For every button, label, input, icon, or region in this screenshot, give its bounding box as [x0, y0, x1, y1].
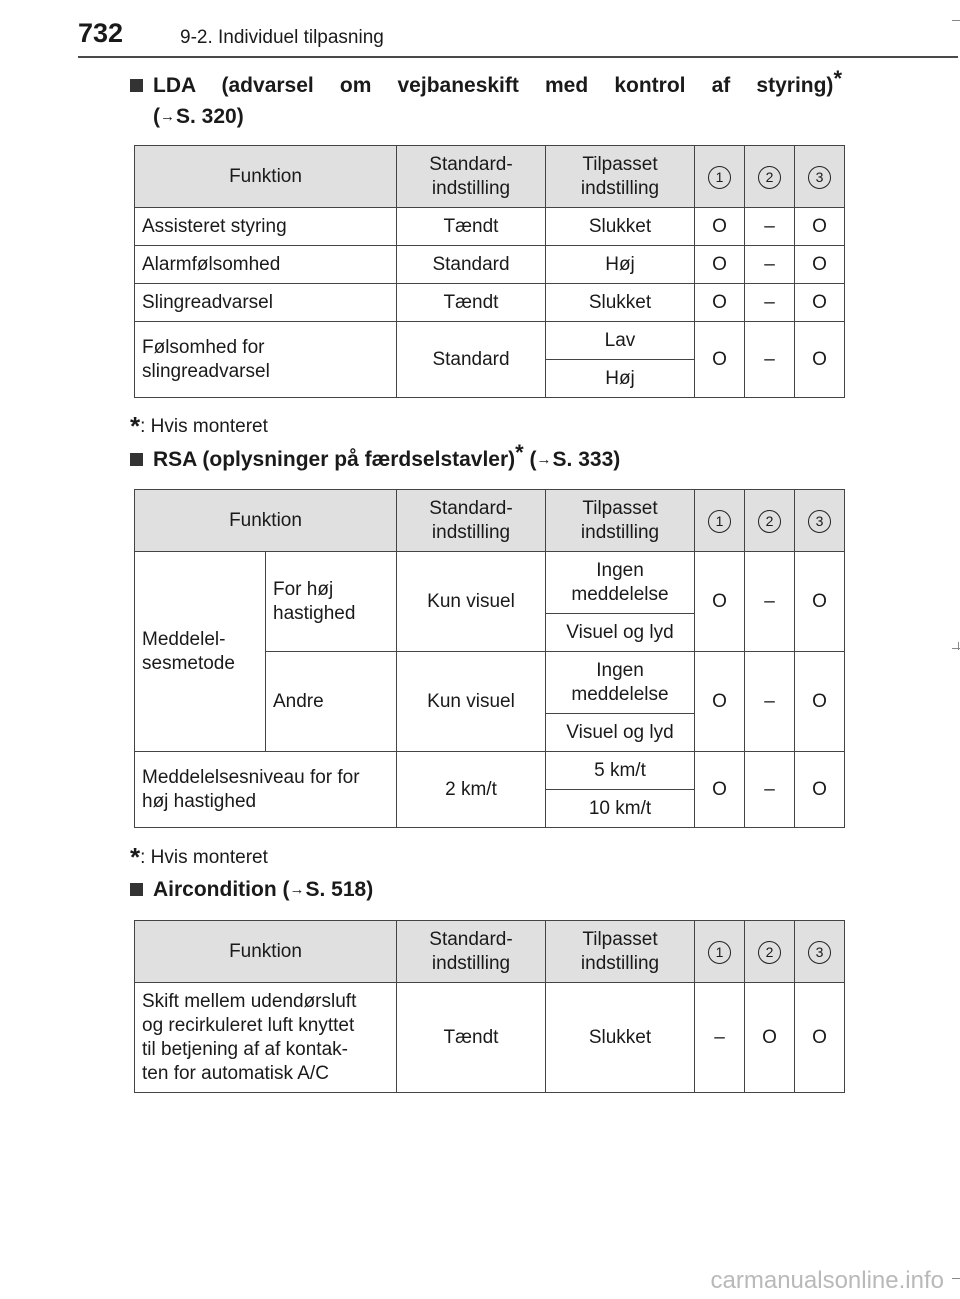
table-row — [135, 322, 845, 360]
standard-cell: 2 km/t — [397, 752, 546, 828]
column-header-function: Funktion — [135, 921, 397, 983]
heading-text: Aircondition — [153, 878, 277, 901]
circled-number-icon: 1 — [708, 941, 731, 964]
arrow-icon: → — [160, 108, 175, 125]
column-header-function: Funktion — [135, 146, 397, 208]
table-row — [135, 983, 845, 1093]
circled-number-icon: 2 — [758, 510, 781, 533]
arrow-icon: → — [289, 881, 305, 898]
mark-cell: O — [695, 246, 745, 284]
arrow-icon: → — [536, 451, 552, 468]
square-bullet-icon — [130, 883, 143, 896]
column-header-circle-3 — [795, 490, 845, 552]
table-row — [135, 246, 845, 284]
sub-function-cell: Andre — [266, 652, 397, 752]
function-cell: Slingreadvarsel — [135, 284, 397, 322]
mark-cell: O — [795, 208, 845, 246]
custom-cell: Ingen meddelelse — [546, 552, 695, 614]
crop-mark — [952, 20, 960, 21]
standard-cell: Tændt — [397, 284, 546, 322]
column-header-circle-1 — [695, 921, 745, 983]
table-row — [135, 284, 845, 322]
column-header-circle-2 — [745, 921, 795, 983]
table-row — [135, 208, 845, 246]
mark-cell: O — [795, 552, 845, 652]
function-cell: Alarmfølsomhed — [135, 246, 397, 284]
square-bullet-icon — [130, 79, 143, 92]
mark-cell: O — [795, 652, 845, 752]
header-rule — [78, 56, 958, 58]
standard-cell: Standard — [397, 322, 546, 398]
page-number: 732 — [78, 18, 124, 48]
mark-cell: O — [745, 983, 795, 1093]
mark-cell: O — [795, 322, 845, 398]
custom-cell: Høj — [546, 360, 695, 398]
custom-cell: Visuel og lyd — [546, 614, 695, 652]
section-heading-aircondition: Aircondition (→S. 518) — [130, 874, 842, 907]
column-header-function: Funktion — [135, 490, 397, 552]
rsa-settings-table — [134, 489, 845, 828]
heading-text: RSA (oplysninger på færdselstavler) — [153, 448, 516, 471]
section-heading-rsa: RSA (oplysninger på færdselstavler)* (→S. 333) — [130, 444, 842, 477]
circled-number-icon: 3 — [808, 941, 831, 964]
function-cell: Meddelel- sesmetode — [135, 552, 266, 752]
mark-cell: O — [695, 752, 745, 828]
mark-cell: – — [745, 246, 795, 284]
custom-cell: Visuel og lyd — [546, 714, 695, 752]
column-header-circle-2 — [745, 146, 795, 208]
table-row — [135, 752, 845, 790]
circled-number-icon: 1 — [708, 510, 731, 533]
function-cell: Assisteret styring — [135, 208, 397, 246]
sub-function-cell: For høj hastighed — [266, 552, 397, 652]
heading-text: LDA (advarsel om vejbaneskift med kontrol af styring) — [153, 74, 834, 97]
mark-cell: – — [745, 208, 795, 246]
mark-cell: O — [695, 652, 745, 752]
mark-cell: – — [745, 752, 795, 828]
column-header-circle-1 — [695, 490, 745, 552]
crop-mark — [952, 1278, 960, 1279]
aircondition-settings-table — [134, 920, 845, 1093]
mark-cell: O — [795, 983, 845, 1093]
footnote: *: Hvis monteret — [130, 842, 268, 872]
custom-cell: Ingen meddelelse — [546, 652, 695, 714]
circled-number-icon: 3 — [808, 166, 831, 189]
custom-cell: Slukket — [546, 208, 695, 246]
custom-cell: Høj — [546, 246, 695, 284]
custom-cell: 5 km/t — [546, 752, 695, 790]
function-cell: Meddelelsesniveau for for høj hastighed — [135, 752, 397, 828]
mark-cell: – — [695, 983, 745, 1093]
standard-cell: Standard — [397, 246, 546, 284]
table-row — [135, 552, 845, 614]
column-header-custom: Tilpasset indstilling — [546, 921, 695, 983]
mark-cell: – — [745, 322, 795, 398]
circled-number-icon: 1 — [708, 166, 731, 189]
column-header-circle-1 — [695, 146, 745, 208]
custom-cell: Slukket — [546, 983, 695, 1093]
page-reference: S. 333 — [552, 448, 614, 471]
standard-cell: Kun visuel — [397, 552, 546, 652]
column-header-standard: Standard- indstilling — [397, 146, 546, 208]
circled-number-icon: 2 — [758, 166, 781, 189]
circled-number-icon: 3 — [808, 510, 831, 533]
mark-cell: O — [795, 284, 845, 322]
column-header-custom: Tilpasset indstilling — [546, 490, 695, 552]
column-header-standard: Standard- indstilling — [397, 490, 546, 552]
lda-settings-table — [134, 145, 845, 398]
watermark: carmanualsonline.info — [710, 1267, 944, 1294]
running-head: 9-2. Individuel tilpasning — [180, 27, 384, 48]
mark-cell: – — [745, 552, 795, 652]
mark-cell: O — [795, 752, 845, 828]
custom-cell: Lav — [546, 322, 695, 360]
function-cell: Skift mellem udendørsluft og recirkuleret luft knyttet til betjening af af kontak- ten for automatisk A/C — [135, 983, 397, 1093]
column-header-circle-2 — [745, 490, 795, 552]
custom-cell: 10 km/t — [546, 790, 695, 828]
mark-cell: – — [745, 652, 795, 752]
mark-cell: O — [695, 208, 745, 246]
footnote: *: Hvis monteret — [130, 411, 268, 441]
mark-cell: O — [695, 552, 745, 652]
function-cell: Følsomhed for slingreadvarsel — [135, 322, 397, 398]
section-heading-lda: LDA (advarsel om vejbaneskift med kontrol af styring)* (→S. 320) — [130, 70, 842, 134]
mark-cell: – — [745, 284, 795, 322]
page-reference: S. 518 — [305, 878, 367, 901]
column-header-standard: Standard- indstilling — [397, 921, 546, 983]
custom-cell: Slukket — [546, 284, 695, 322]
mark-cell: O — [695, 284, 745, 322]
column-header-circle-3 — [795, 146, 845, 208]
column-header-circle-3 — [795, 921, 845, 983]
standard-cell: Tændt — [397, 983, 546, 1093]
column-header-custom: Tilpasset indstilling — [546, 146, 695, 208]
standard-cell: Tændt — [397, 208, 546, 246]
mark-cell: O — [695, 322, 745, 398]
mark-cell: O — [795, 246, 845, 284]
page-reference: S. 320 — [176, 105, 237, 128]
square-bullet-icon — [130, 453, 143, 466]
circled-number-icon: 2 — [758, 941, 781, 964]
crop-mark — [958, 642, 959, 650]
standard-cell: Kun visuel — [397, 652, 546, 752]
